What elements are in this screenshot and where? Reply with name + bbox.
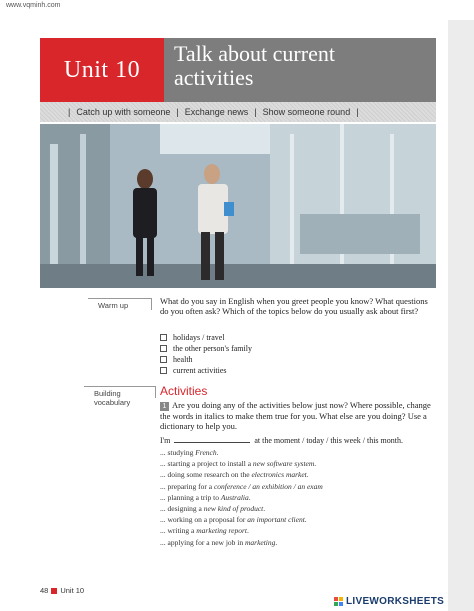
item-italic-phrase: new software system [252,459,315,469]
task-number: 1 [160,402,169,411]
list-item [160,354,252,365]
topic-checklist [160,332,252,376]
warm-up-label: Warm up [88,298,152,310]
topic-label: current activities [173,366,227,375]
footer-unit: Unit 10 [60,586,85,595]
liveworksheets-logo [334,596,444,607]
item-end: . [247,526,249,536]
red-square-icon [51,588,57,594]
separator: | [176,107,179,117]
topic-checkbox[interactable] [160,345,167,352]
item-text: ... doing some research on the [160,470,252,480]
item-end: . [304,515,307,525]
answer-blank[interactable] [174,435,250,443]
item-italic-phrase: marketing [244,537,276,547]
list-item [160,365,252,376]
item-text: ... writing a [160,526,197,536]
page-edge [448,20,474,611]
separator: | [254,107,257,117]
item-end: . [248,492,251,502]
list-item [160,525,323,536]
page-footer [40,586,84,595]
task-instruction [160,400,432,431]
lesson-subnav [40,102,436,122]
watermark: www.vqminh.com [6,2,61,9]
title-line-2: activities [174,65,254,90]
topic-label: holidays / travel [173,333,225,342]
item-italic-phrase: conference / an exhibition / an exam [213,481,323,491]
list-item [160,469,323,480]
page-number: 48 [40,586,49,595]
item-text: ... studying [160,448,196,457]
topic-checkbox[interactable] [160,367,167,374]
item-text: ... designing a [160,504,204,514]
subnav-item-show-round: Show someone round [262,107,351,117]
item-italic-phrase: an important client [247,515,305,525]
item-end: . [306,470,309,480]
logo-text: LIVEWORKSHEETS [346,596,445,607]
item-end: . [314,459,317,469]
list-item [160,492,323,503]
unit-badge [40,38,164,102]
list-item [160,503,323,514]
topic-label: health [173,355,193,364]
item-text: ... preparing for a [160,481,214,491]
unit-title [164,38,436,102]
list-item [160,458,323,469]
building-vocabulary-label: Building vocabulary [84,386,156,398]
sentence-end: at the moment / today / this week / this month. [254,436,403,445]
list-item [160,481,323,492]
item-italic-phrase: Australia [220,492,249,502]
item-italic-phrase: marketing report [196,526,248,536]
item-end: . [216,448,219,457]
fill-in-sentence [160,435,403,446]
activity-list [160,447,323,548]
title-line-1: Talk about current [174,41,335,66]
list-item [160,514,323,525]
separator: | [356,107,359,117]
office-photo-illustration [40,124,436,288]
item-text: ... starting a project to install a [160,459,253,469]
topic-checkbox[interactable] [160,334,167,341]
subnav-item-exchange-news: Exchange news [184,107,249,117]
item-italic-phrase: electronics market [251,470,307,480]
item-text: ... working on a proposal for [160,515,248,525]
unit-label: Unit 10 [63,56,141,83]
unit-header [40,38,436,102]
list-item [160,332,252,343]
subnav-item-catch-up: Catch up with someone [76,107,171,117]
logo-grid-icon [334,597,343,606]
item-italic-phrase: new kind of product [203,504,264,514]
topic-label: the other person's family [173,344,252,353]
instruction-text: Are you doing any of the activities below just now? Where possible, change the words in italics to make them true for you. What else are you doing? Use a dictionary to help you. [160,400,431,431]
activities-heading: Activities [160,384,208,398]
sentence-start: I'm [160,436,171,445]
item-text: ... planning a trip to [160,492,221,502]
item-end: . [263,504,266,514]
item-end: . [275,537,278,547]
topic-checkbox[interactable] [160,356,167,363]
item-text: ... applying for a new job in [160,537,245,547]
list-item [160,537,323,548]
list-item [160,343,252,354]
list-item [160,447,323,458]
separator: | [68,107,71,117]
warm-up-question: What do you say in English when you greet people you know? What questions do you often ask? Which of the topics below do you usually ask about first? [160,296,428,316]
office-photo [40,124,436,288]
item-italic-phrase: French [195,448,217,457]
